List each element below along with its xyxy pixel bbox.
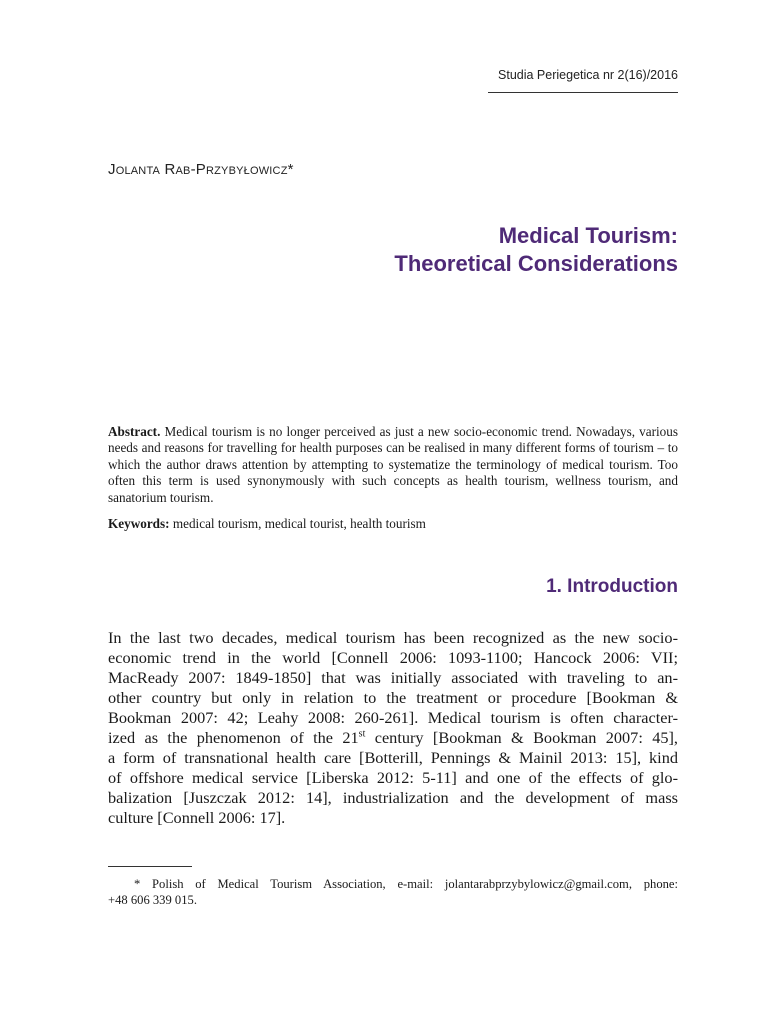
journal-header-rule bbox=[488, 92, 678, 93]
article-title bbox=[394, 222, 678, 278]
footnote-line-2: +48 606 339 015. bbox=[108, 893, 197, 907]
superscript-st: st bbox=[358, 728, 366, 740]
author-name: Jolanta Rab-Przybyłowicz* bbox=[108, 161, 294, 178]
body-line: In the last two decades, medical tourism has been recognized as the new socio- bbox=[108, 628, 678, 647]
keywords bbox=[108, 516, 678, 532]
footnote bbox=[108, 876, 678, 908]
abstract-label: Abstract. bbox=[108, 424, 161, 439]
body-line: economic trend in the world [Connell 2006: 1093-1100; Hancock 2006: VII; bbox=[108, 648, 678, 667]
title-line-1: Medical Tourism: bbox=[498, 223, 678, 248]
body-line: a form of transnational health care [Botterill, Pennings & Mainil 2013: 15], kind bbox=[108, 748, 678, 767]
body-line: Bookman 2007: 42; Leahy 2008: 260-261]. Medical tourism is often character- bbox=[108, 708, 678, 727]
keywords-text: medical tourism, medical tourist, health tourism bbox=[172, 516, 426, 531]
body-line: other country but only in relation to the treatment or procedure [Bookman & bbox=[108, 688, 678, 707]
body-line: of offshore medical service [Liberska 2012: 5-11] and one of the effects of glo- bbox=[108, 768, 678, 787]
body-line-with-superscript bbox=[108, 728, 678, 748]
journal-header: Studia Periegetica nr 2(16)/2016 bbox=[498, 68, 678, 82]
body-line-part: century [Bookman & Bookman 2007: 45], bbox=[365, 728, 678, 747]
body-line: MacReady 2007: 1849-1850] that was initially associated with traveling to an- bbox=[108, 668, 678, 687]
body-line: culture [Connell 2006: 17]. bbox=[108, 808, 286, 827]
abstract bbox=[108, 424, 678, 506]
body-line-part: ized as the phenomenon of the 21 bbox=[108, 728, 359, 747]
abstract-text: Medical tourism is no longer perceived as just a new socio-economic trend. Nowadays, various needs and reasons for travelling for health purposes can be realised in many different forms of tourism – to which the author draws attention by attempting to systematize the terminology of medical tourism. Too often this term is used synonymously with such concepts as health tourism, wellness tourism, and sanatorium tourism. bbox=[108, 424, 678, 505]
body-line: balization [Juszczak 2012: 14], industrialization and the development of mass bbox=[108, 788, 678, 807]
title-line-2: Theoretical Considerations bbox=[394, 251, 678, 276]
keywords-label: Keywords: bbox=[108, 516, 170, 531]
section-heading: 1. Introduction bbox=[546, 576, 678, 597]
footnote-line-1: * Polish of Medical Tourism Association, e-mail: jolantarabprzybylowicz@gmail.com, phone: bbox=[134, 877, 678, 891]
footnote-rule bbox=[108, 866, 192, 867]
body-paragraph bbox=[108, 628, 678, 828]
